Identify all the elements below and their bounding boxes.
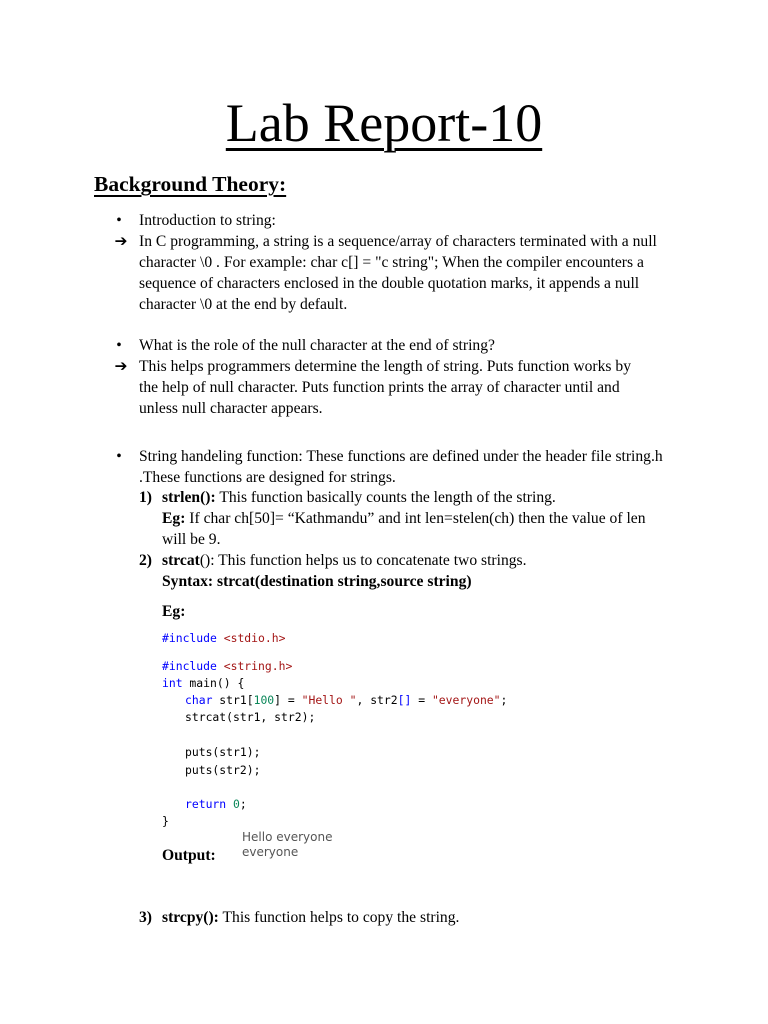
code-number: 0 xyxy=(233,797,240,811)
strlen-item xyxy=(162,487,662,508)
code-text: , str2 xyxy=(356,693,398,707)
strlen-eg-label: Eg: xyxy=(162,510,186,527)
code-keyword: #include xyxy=(162,659,217,673)
code-text: ; xyxy=(500,693,508,707)
strcat-name-suffix: (): xyxy=(199,552,215,569)
strcpy-name-suffix: (): xyxy=(203,909,219,926)
strcat-item xyxy=(162,550,662,571)
strcpy-item xyxy=(162,907,662,928)
code-keyword: return xyxy=(185,797,227,811)
code-string: "everyone" xyxy=(431,693,501,707)
string-handling-intro: String handeling function: These functions are defined under the header file string.h .These functions are designed for strings. xyxy=(139,448,663,486)
strcat-name: strcat xyxy=(162,552,200,569)
code-line-strcat: strcat(str1, str2); xyxy=(185,710,316,724)
item-number-3: 3) xyxy=(139,909,152,926)
code-string: "Hello " xyxy=(301,693,357,707)
code-text: ; xyxy=(239,797,247,811)
section-heading: Background Theory: xyxy=(94,172,287,196)
code-number: 100 xyxy=(253,693,275,707)
bullet-intro-string: Introduction to string: xyxy=(139,212,276,229)
item-number-1: 1) xyxy=(139,489,152,506)
arrow-icon: ➔ xyxy=(114,233,128,250)
code-header: <stdio.h> xyxy=(216,631,286,645)
code-header: <string.h> xyxy=(216,659,293,673)
code-line-puts2: puts(str2); xyxy=(185,763,261,777)
strcpy-name: strcpy xyxy=(162,909,204,926)
code-keyword: #include xyxy=(162,631,217,645)
strcpy-desc: This function helps to copy the string. xyxy=(222,909,460,926)
strlen-name: strlen(): xyxy=(162,489,216,506)
strlen-desc: This function basically counts the length of the string. xyxy=(219,489,556,506)
code-line-close: } xyxy=(162,814,169,828)
strlen-example xyxy=(162,508,652,550)
code-keyword: char xyxy=(185,693,213,707)
program-output xyxy=(242,830,332,860)
strcat-eg-label: Eg: xyxy=(162,603,186,620)
code-keyword: int xyxy=(162,676,183,690)
strcat-syntax: Syntax: strcat(destination string,source string) xyxy=(162,573,472,590)
answer-intro-string: In C programming, a string is a sequence/array of characters terminated with a null character \0 . For example: char c[] = "c string"; When the compiler encounters a sequence of characters enclosed in the double quotation marks, it appends a null character \0 at the end by default. xyxy=(139,233,657,313)
code-line-include-string xyxy=(162,658,292,675)
code-line-main xyxy=(162,675,244,692)
output-label: Output: xyxy=(162,847,216,864)
bullet-icon: • xyxy=(116,448,122,465)
output-line: everyone xyxy=(242,845,299,859)
bullet-icon: • xyxy=(116,212,122,229)
code-line-declaration xyxy=(185,692,507,709)
answer-null-character: This helps programmers determine the length of string. Puts function works by the help of null character. Puts function prints the array of character until and unless null character appears. xyxy=(139,358,631,417)
code-text: = xyxy=(411,693,432,707)
code-text: str1[ xyxy=(212,693,254,707)
code-line-puts1: puts(str1); xyxy=(185,745,261,759)
strcat-desc: This function helps us to concatenate two strings. xyxy=(218,552,527,569)
code-line-include-stdio xyxy=(162,630,285,647)
code-brackets: [] xyxy=(397,693,412,707)
code-line-return xyxy=(185,796,247,813)
question-null-character: What is the role of the null character at the end of string? xyxy=(139,337,495,354)
output-line: Hello everyone xyxy=(242,830,333,844)
page-title: Lab Report-10 xyxy=(225,93,543,153)
code-text: main() { xyxy=(182,676,245,690)
code-text: ] = xyxy=(274,693,302,707)
arrow-icon: ➔ xyxy=(114,358,128,375)
item-number-2: 2) xyxy=(139,552,152,569)
strlen-eg-text: If char ch[50]= “Kathmandu” and int len=stelen(ch) then the value of len will be 9. xyxy=(162,510,646,548)
bullet-icon: • xyxy=(116,337,122,354)
